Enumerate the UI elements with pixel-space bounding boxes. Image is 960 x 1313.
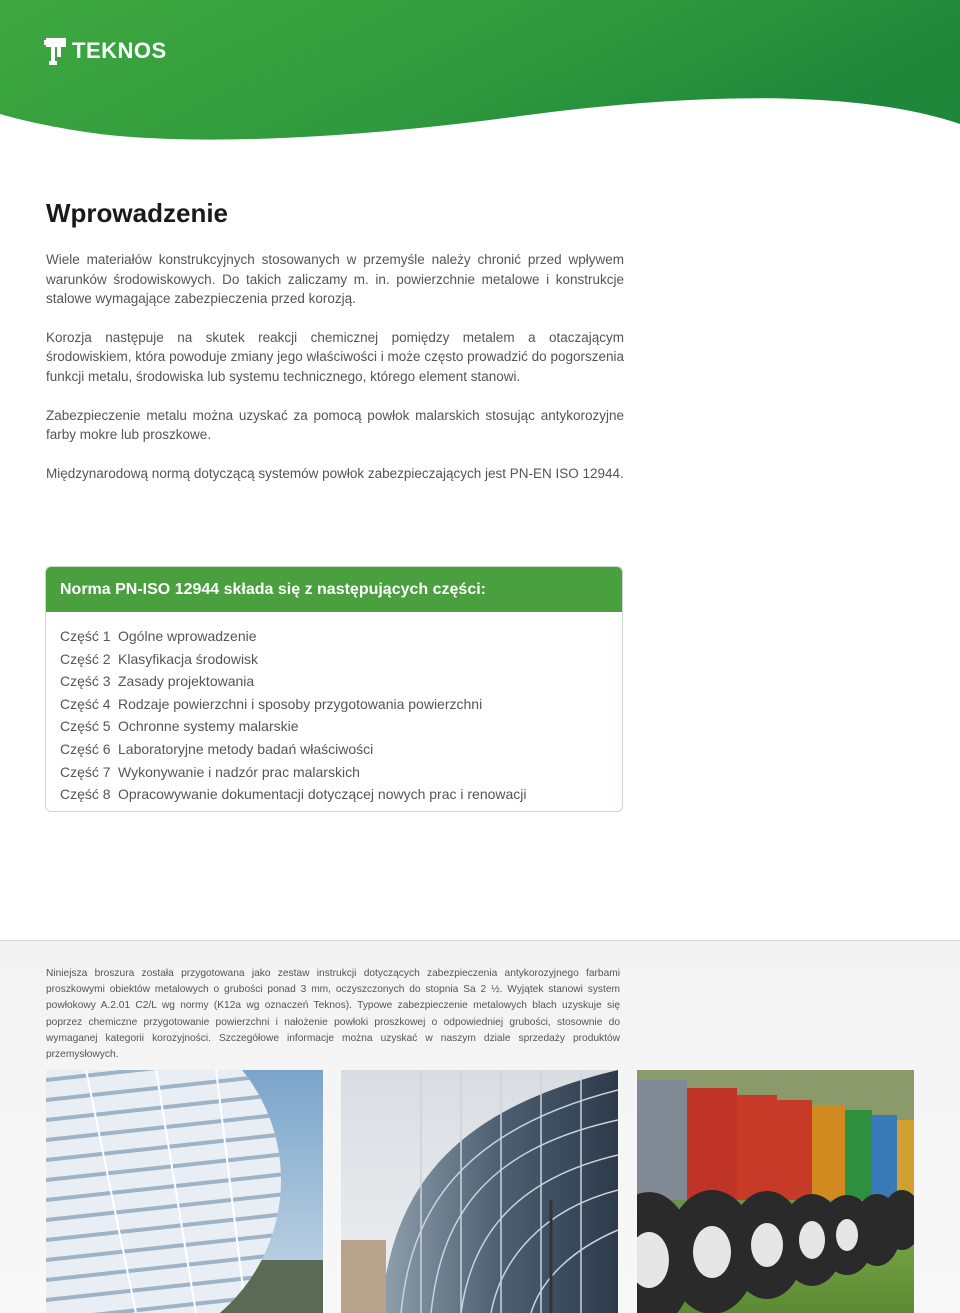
part-number: Część 3 <box>60 673 111 690</box>
paintbrush-logo-icon <box>44 36 68 66</box>
footer-note: Niniejsza broszura została przygotowana jako zestaw instrukcji dotyczących zabezpieczenia antykorozyjnego farbami proszkowymi obiektów metalowych o grubości ponad 3 mm, oczyszczonych do stopnia Sa 2 ½. Wyjątek stanowi system powłokowy A.2.01 C2/L wg normy (K12a wg oznaczeń Teknos). Typowe zabezpieczenie metalowych blach uzyskuje się poprzez chemiczne przygotowanie powierzchni i nałożenie powłoki proszkowej o odpowiedniej grubości, stosownie do wymaganej kategorii korozyjności. Szczegółowe informacje można uzyskać w naszym dziale sprzedaży produktów przemysłowych. <box>46 968 620 1061</box>
part-number: Część 1 <box>60 628 111 644</box>
header-wave <box>0 0 960 160</box>
part-title: Klasyfikacja środowisk <box>118 650 259 667</box>
norm-parts-box <box>45 566 623 812</box>
list-item <box>60 670 622 693</box>
intro-paragraph: Zabezpieczenie metalu można uzyskać za pomocą powłok malarskich stosując antykorozyjne farby mokre lub proszkowe. <box>46 407 624 443</box>
list-item <box>60 625 622 648</box>
intro-paragraph: Korozja następuje na skutek reakcji chemicznej pomiędzy metalem a otaczającym środowiskiem, która powoduje zmiany jego właściwości i może często prowadzić do pogorszenia funkcji metalu, środowiska lub systemu technicznego, którego element stanowi. <box>46 329 624 384</box>
part-number: Część 4 <box>60 695 111 712</box>
logo-text: TEKNOS <box>72 38 167 63</box>
part-title: Opracowywanie dokumentacji dotyczącej nowych prac i renowacji <box>118 786 527 803</box>
part-title: Ogólne wprowadzenie <box>118 628 257 644</box>
list-item <box>60 783 622 806</box>
part-number: Część 8 <box>60 786 111 803</box>
intro-section <box>46 250 624 502</box>
part-title: Wykonywanie i nadzór prac malarskich <box>118 763 360 780</box>
intro-paragraph: Wiele materiałów konstrukcyjnych stosowanych w przemyśle należy chronić przed wpływem warunków środowiskowych. Do takich zaliczamy m. in. powierzchnie metalowe i konstrukcje stalowe wymagające zabezpieczenia przed korozją. <box>46 252 624 307</box>
list-item <box>60 715 622 738</box>
norm-parts-heading: Norma PN-ISO 12944 składa się z następujących części: <box>46 567 622 612</box>
part-number: Część 6 <box>60 740 111 757</box>
part-title: Rodzaje powierzchni i sposoby przygotowania powierzchni <box>118 695 483 712</box>
glass-facade-building-photo <box>341 1070 618 1313</box>
steel-louvre-structure-photo <box>46 1070 323 1313</box>
part-title: Zasady projektowania <box>118 673 255 690</box>
norm-parts-list <box>46 612 622 806</box>
list-item <box>60 693 622 716</box>
part-number: Część 5 <box>60 718 111 735</box>
part-number: Część 7 <box>60 763 111 780</box>
page-title: Wprowadzenie <box>46 198 229 228</box>
part-title: Laboratoryjne metody badań właściwości <box>118 740 374 757</box>
tractors-row-photo <box>637 1070 914 1313</box>
intro-paragraph: Międzynarodową normą dotyczącą systemów powłok zabezpieczających jest PN-EN ISO 12944. <box>46 465 624 481</box>
teknos-logo <box>44 36 167 66</box>
list-item <box>60 648 622 671</box>
part-number: Część 2 <box>60 650 111 667</box>
list-item <box>60 761 622 784</box>
list-item <box>60 738 622 761</box>
part-title: Ochronne systemy malarskie <box>118 718 299 735</box>
